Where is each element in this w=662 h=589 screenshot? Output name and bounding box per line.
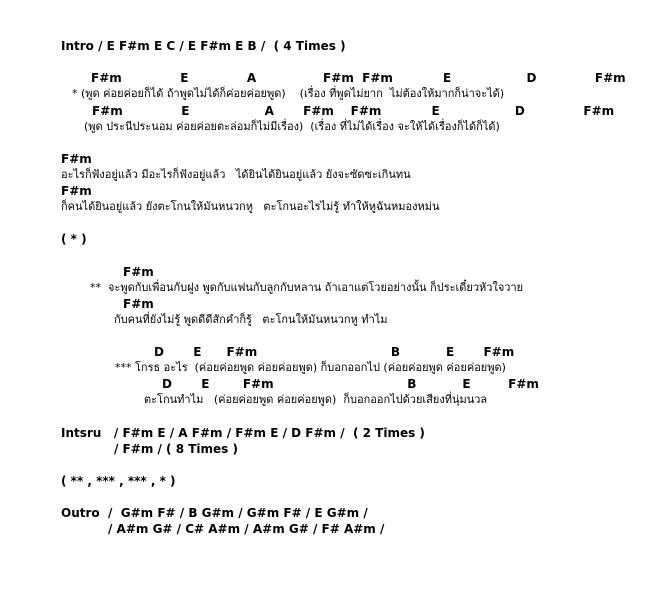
intro-line: Intro / E F#m E C / E F#m E B / ( 4 Times ) xyxy=(61,39,346,53)
chord-line: F#m E A F#m F#m E D F#m xyxy=(91,71,626,85)
lyric-line: *** โกรธ อะไร (ค่อยค่อยพูด ค่อยค่อยพูด) ก็บอกออกไป (ค่อยค่อยพูด ค่อยค่อยพูด) xyxy=(115,361,506,374)
lyric-line: ตะโกนทำไม (ค่อยค่อยพูด ค่อยค่อยพูด) ก็บอกออกไปด้วยเสียงที่นุ่มนวล xyxy=(144,393,488,406)
repeat-marker: ( * ) xyxy=(61,232,87,246)
outro-line: / A#m G# / C# A#m / A#m G# / F# A#m / xyxy=(108,522,385,536)
instru-line: Intsru / F#m E / A F#m / F#m E / D F#m / ( 2 Times ) xyxy=(61,426,425,440)
repeat-marker: ( ** , *** , *** , * ) xyxy=(61,474,176,488)
chord-line: F#m E A F#m F#m E D F#m xyxy=(92,104,615,118)
chord-line: F#m xyxy=(123,265,154,279)
lyric-line: (พูด ประนีประนอม ค่อยค่อยตะล่อมก็ไม่มีเรื่อง) (เรื่อง ที่ไม่ได้เรื่อง จะให้ได้เรื่องก็ได้ก็ได้) xyxy=(84,120,500,133)
outro-line: Outro / G#m F# / B G#m / G#m F# / E G#m / xyxy=(61,506,368,520)
lyric-line: ก็คนได้ยินอยู่แล้ว ยังตะโกนให้มันหนวกหู ตะโกนอะไรไม่รู้ ทำให้หูฉันหมองหม่น xyxy=(61,200,440,213)
lyric-line: กับคนที่ยังไม่รู้ พูดดีดีสักคำก็รู้ ตะโกนให้มันหนวกหู ทำไม xyxy=(114,313,388,326)
chord-line: D E F#m B E F#m xyxy=(154,345,515,359)
chord-line: F#m xyxy=(61,152,92,166)
lyric-line: ** จะพูดกับเพื่อนกับฝูง พูดกับแฟนกับลูกกับหลาน ถ้าเอาแต่โวยอย่างนั้น ก็ประเดี๋ยวหัวใจวาย xyxy=(90,281,524,294)
chord-line: F#m xyxy=(61,184,92,198)
instru-line: / F#m / ( 8 Times ) xyxy=(114,442,238,456)
chord-line: D E F#m B E F#m xyxy=(162,377,539,391)
lyric-line: * (พูด ค่อยค่อยก็ได้ ถ้าพูดไม่ได้ก็ค่อยค่อยพูด) (เรื่อง ที่พูดไม่ยาก ไม่ต้องให้มากก็น่าจะได้) xyxy=(72,87,505,100)
chord-line: F#m xyxy=(123,297,154,311)
lyric-line: อะไรก็ฟังอยู่แล้ว มีอะไรก็ฟังอยู่แล้ว ได้ยินได้ยินอยู่แล้ว ยังจะซัดซะเกินทน xyxy=(61,168,411,181)
